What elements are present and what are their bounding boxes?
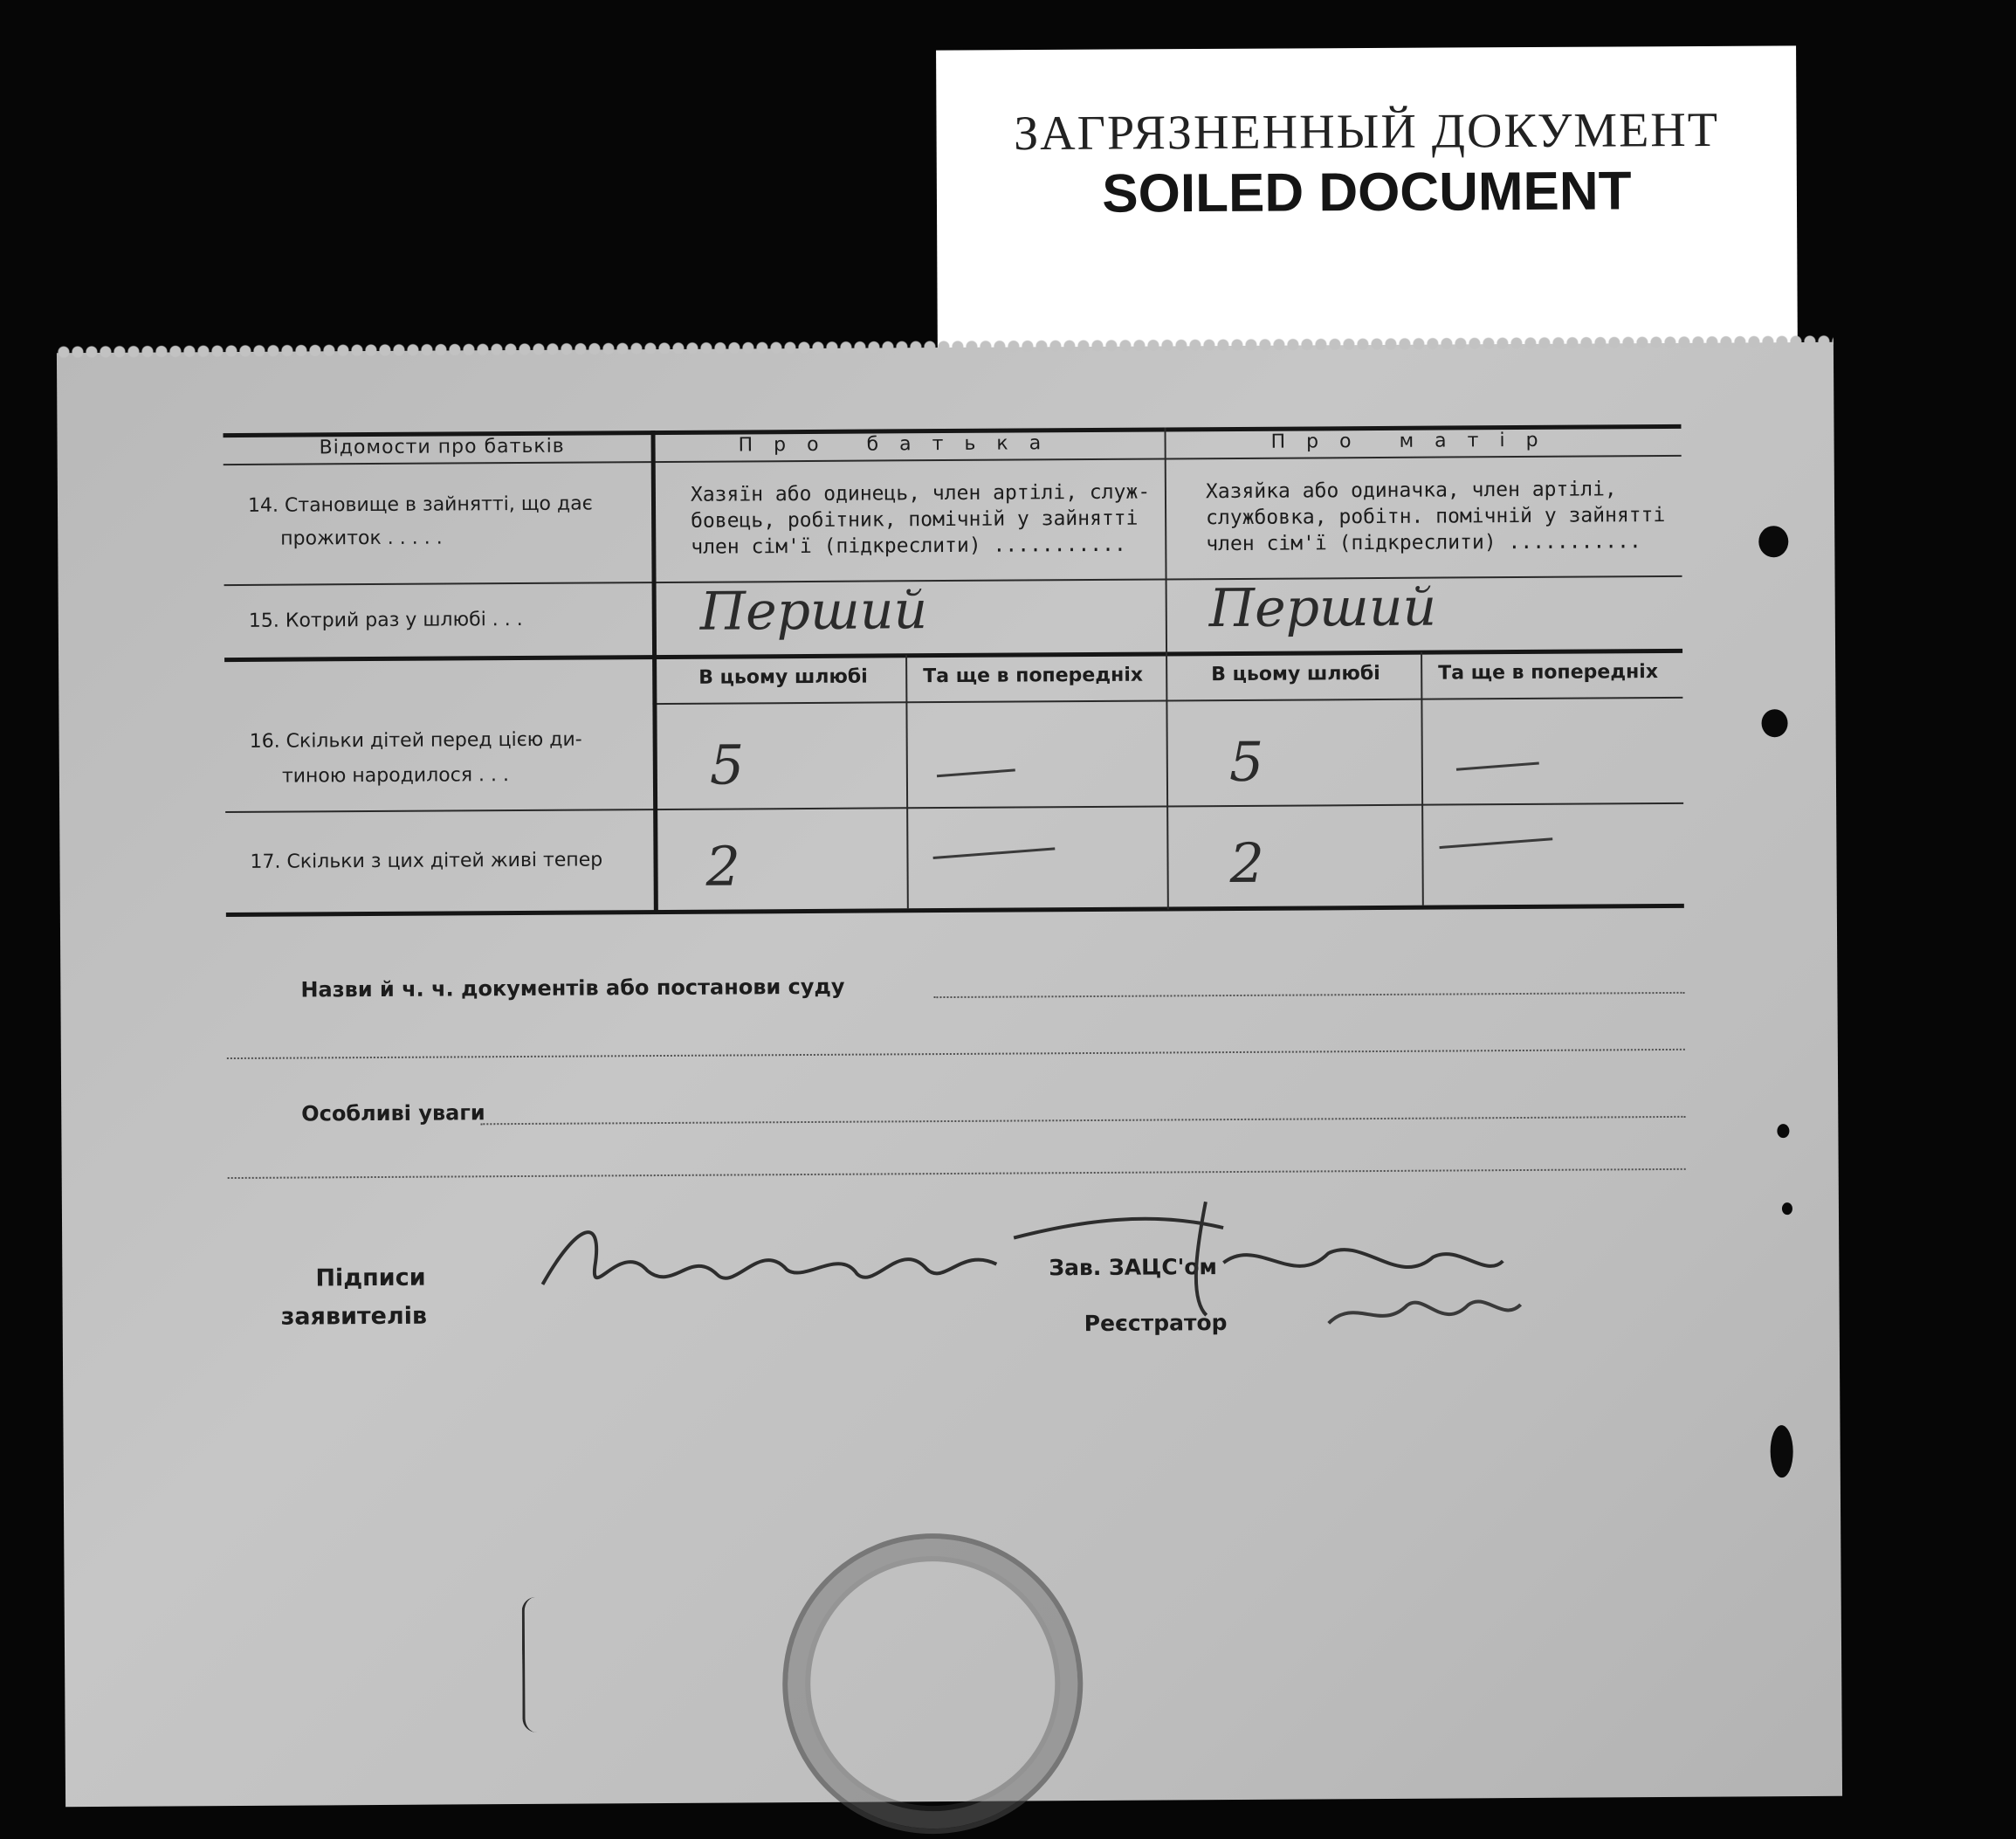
label-russian: ЗАГРЯЗНЕННЫЙ ДОКУМЕНТ xyxy=(1013,102,1720,162)
row17-mother-previous-dash xyxy=(1439,837,1552,849)
row15-father-value: Перший xyxy=(699,580,928,643)
father-mother-divider xyxy=(1164,427,1168,909)
punch-hole xyxy=(1777,1124,1789,1138)
punch-hole xyxy=(1770,1425,1792,1477)
signatures-brace xyxy=(522,1597,545,1732)
row14-label-line2: прожиток . . . . . xyxy=(280,527,443,550)
documents-line-2 xyxy=(227,1049,1685,1059)
row16-father-previous-dash xyxy=(937,768,1015,777)
punch-hole xyxy=(1761,709,1787,737)
label-english: SOILED DOCUMENT xyxy=(1102,161,1632,224)
subheader-father-current: В цьому шлюбі xyxy=(698,665,868,689)
row14-label-line1: 14. Становище в зайнятті, що дає xyxy=(247,492,593,517)
column-header-father: Про батька xyxy=(738,432,1063,457)
column-header-label: Відомости про батьків xyxy=(319,435,565,459)
documents-label: Назви й ч. ч. документів або постанови суду xyxy=(300,974,845,1002)
row17-label: 17. Скільки з цих дітей живі тепер xyxy=(250,849,603,873)
punch-hole xyxy=(1758,526,1788,557)
row14-rule xyxy=(224,575,1682,586)
handwritten-signatures xyxy=(472,1181,1679,1415)
row16-mother-previous-dash xyxy=(1456,762,1539,771)
row17-father-current: 2 xyxy=(705,834,741,899)
subheader-mother-current: В цьому шлюбі xyxy=(1211,662,1380,686)
column-header-mother: Про матір xyxy=(1270,429,1559,453)
signatures-label-line2: заявителів xyxy=(280,1302,428,1331)
row16-mother-current: 5 xyxy=(1228,729,1264,795)
row16-label-line2: тиною народилося . . . xyxy=(281,764,510,788)
row17-father-previous-dash xyxy=(933,847,1056,859)
registrar-signature xyxy=(1329,1301,1521,1323)
head-of-registry-label: Зав. ЗАЦС'ом xyxy=(1049,1254,1218,1281)
row16-father-current: 5 xyxy=(709,733,745,797)
father-subcolumn-divider xyxy=(905,655,909,908)
form-sheet xyxy=(57,342,1842,1807)
label-column-divider xyxy=(650,430,657,913)
punch-hole xyxy=(1782,1202,1792,1215)
subheader-father-previous: Та ще в попередніх xyxy=(923,664,1144,688)
registry-office-stamp xyxy=(781,1532,1084,1835)
documents-line-1 xyxy=(933,992,1684,998)
remarks-label: Особливі уваги xyxy=(301,1100,485,1126)
registrar-label: Реєстратор xyxy=(1084,1310,1228,1337)
applicant-signature xyxy=(542,1229,996,1285)
signatures-label-line1: Підписи xyxy=(315,1264,426,1292)
row16-label-line1: 16. Скільки дітей перед цією ди- xyxy=(249,728,582,753)
row15-mother-value: Перший xyxy=(1208,576,1437,640)
row15-label: 15. Котрий раз у шлюбі . . . xyxy=(248,608,523,632)
row14-mother-options: Хазяйка або одиначка, член артілі, службовка, робітн. помічній у зайнятті член сім'ї (підкреслити) ........... xyxy=(1205,478,1666,556)
remarks-line-2 xyxy=(228,1168,1686,1179)
table-bottom-rule xyxy=(226,904,1684,917)
row17-mother-current: 2 xyxy=(1229,830,1265,896)
row16-rule xyxy=(225,802,1683,813)
mother-subcolumn-divider xyxy=(1421,652,1424,906)
head-signature xyxy=(1014,1200,1503,1316)
remarks-line-1 xyxy=(480,1116,1685,1125)
soiled-document-label xyxy=(936,45,1798,364)
subheader-mother-previous: Та ще в попередніх xyxy=(1438,661,1659,685)
row14-father-options: Хазяїн або одинець, член артілі, служ- бовець, робітник, помічній у зайнятті член сім'ї (підкреслити) ........... xyxy=(690,480,1151,559)
